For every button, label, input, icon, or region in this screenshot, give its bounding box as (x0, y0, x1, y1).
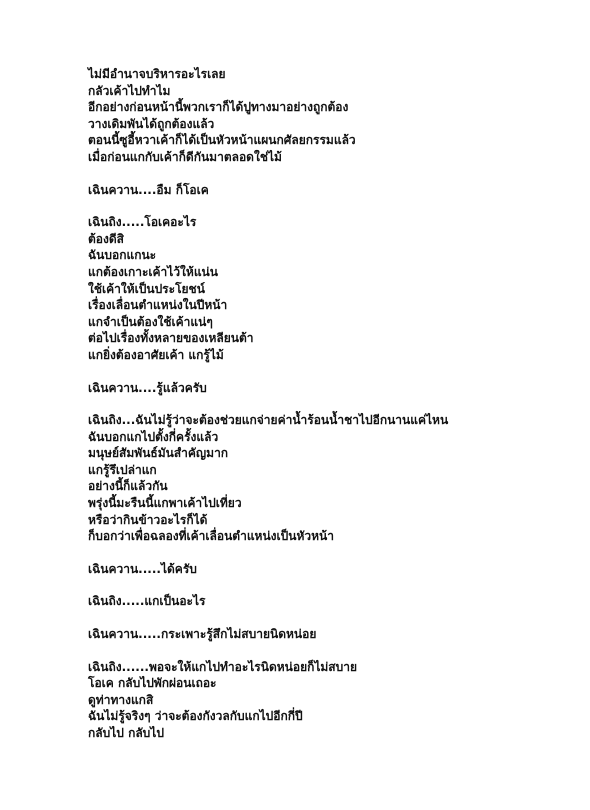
paragraph-gap (88, 198, 578, 214)
text-line: เฉินควาน.....ได้ครับ (88, 561, 197, 576)
text-line: กลัวเค้าไปทำไม (88, 83, 171, 98)
text-line: แกยิ่งต้องอาศัยเค้า แกรู้ไม้ (88, 347, 224, 362)
paragraph-gap (88, 545, 578, 561)
text-line: หรือว่ากินข้าวอะไรก็ได้ (88, 512, 208, 527)
text-line: ฉันไม่รู้จริงๆ ว่าจะต้องกังวลกับแกไปอีกกี่ปี (88, 709, 303, 724)
text-line: วางเดิมพันได้ถูกต้องแล้ว (88, 116, 215, 131)
text-line: เฉินถิง......พอจะให้แกไปทำอะไรนิดหน่อยก็ไม่สบาย (88, 659, 358, 674)
text-line: ก็บอกว่าเพื่อฉลองที่เค้าเลื่อนตำแหน่งเป็นหัวหน้า (88, 529, 334, 544)
dialogue-block (88, 412, 578, 545)
text-line: แกต้องเกาะเค้าไว้ให้แน่น (88, 264, 218, 279)
text-line: เฉินควาน....รู้แล้วครับ (88, 380, 207, 395)
text-line: ดูท่าทางแกสิ (88, 692, 154, 707)
text-line: กลับไป กลับไป (88, 726, 164, 740)
text-line: ไม่มีอำนาจบริหารอะไรเลย (88, 67, 226, 81)
dialogue-block (88, 593, 578, 610)
text-line: แกรู้รึเปล่าแก (88, 462, 157, 477)
dialogue-block (88, 561, 578, 578)
text-line: ฉันบอกแกนะ (88, 248, 157, 263)
text-line: เฉินควาน.....กระเพาะรู้สึกไม่สบายนิดหน่อย (88, 627, 317, 642)
text-line: อีกอย่างก่อนหน้านี้พวกเราก็ได้ปูทางมาอย่างถูกต้อง (88, 100, 349, 115)
text-line: มนุษย์สัมพันธ์มันสำคัญมาก (88, 446, 229, 461)
paragraph-gap (88, 396, 578, 412)
dialogue-block (88, 626, 578, 643)
text-line: แกจำเป็นต้องใช้เค้าแน่ๆ (88, 314, 213, 329)
text-line: ต่อไปเรื่องทั้งหลายของเหลียนต้า (88, 331, 254, 346)
text-line: เฉินถิง.....โอเคอะไร (88, 215, 197, 230)
text-line: โอเค กลับไปพักผ่อนเถอะ (88, 676, 217, 691)
text-line: ใช้เค้าให้เป็นประโยชน์ (88, 281, 205, 296)
dialogue-block (88, 182, 578, 199)
text-line: พรุ่งนี้มะรืนนี้แกพาเค้าไปเที่ยว (88, 496, 242, 511)
paragraph-gap (88, 166, 578, 182)
paragraph-gap (88, 643, 578, 659)
dialogue-block (88, 380, 578, 397)
text-line: เฉินถิง.....แกเป็นอะไร (88, 594, 206, 609)
text-line: เฉินถิง...ฉันไม่รู้ว่าจะต้องช่วยแกจ่ายค่าน้ำร้อนน้ำชาไปอีกนานแค่ไหน (88, 413, 449, 428)
text-line: เรื่องเลื่อนตำแหน่งในปีหน้า (88, 298, 228, 313)
text-line: ฉันบอกแกไปตั้งกี่ครั้งแล้ว (88, 429, 219, 444)
text-line: ต้องดีสิ (88, 231, 124, 246)
dialogue-text (88, 66, 578, 742)
text-line: ตอนนี้ซูอี้หวาเค้าก็ได้เป็นหัวหน้าแผนกศัลยกรรมแล้ว (88, 133, 356, 148)
text-line: อย่างนี้ก็แล้วกัน (88, 479, 168, 494)
dialogue-block (88, 659, 578, 742)
dialogue-block (88, 66, 578, 166)
dialogue-block (88, 214, 578, 363)
paragraph-gap (88, 364, 578, 380)
paragraph-gap (88, 577, 578, 593)
text-line: เฉินควาน....อืม ก็โอเค (88, 182, 209, 197)
paragraph-gap (88, 610, 578, 626)
text-line: เมื่อก่อนแกกับเค้าก็ดีกันมาตลอดใช่ไม้ (88, 149, 282, 164)
